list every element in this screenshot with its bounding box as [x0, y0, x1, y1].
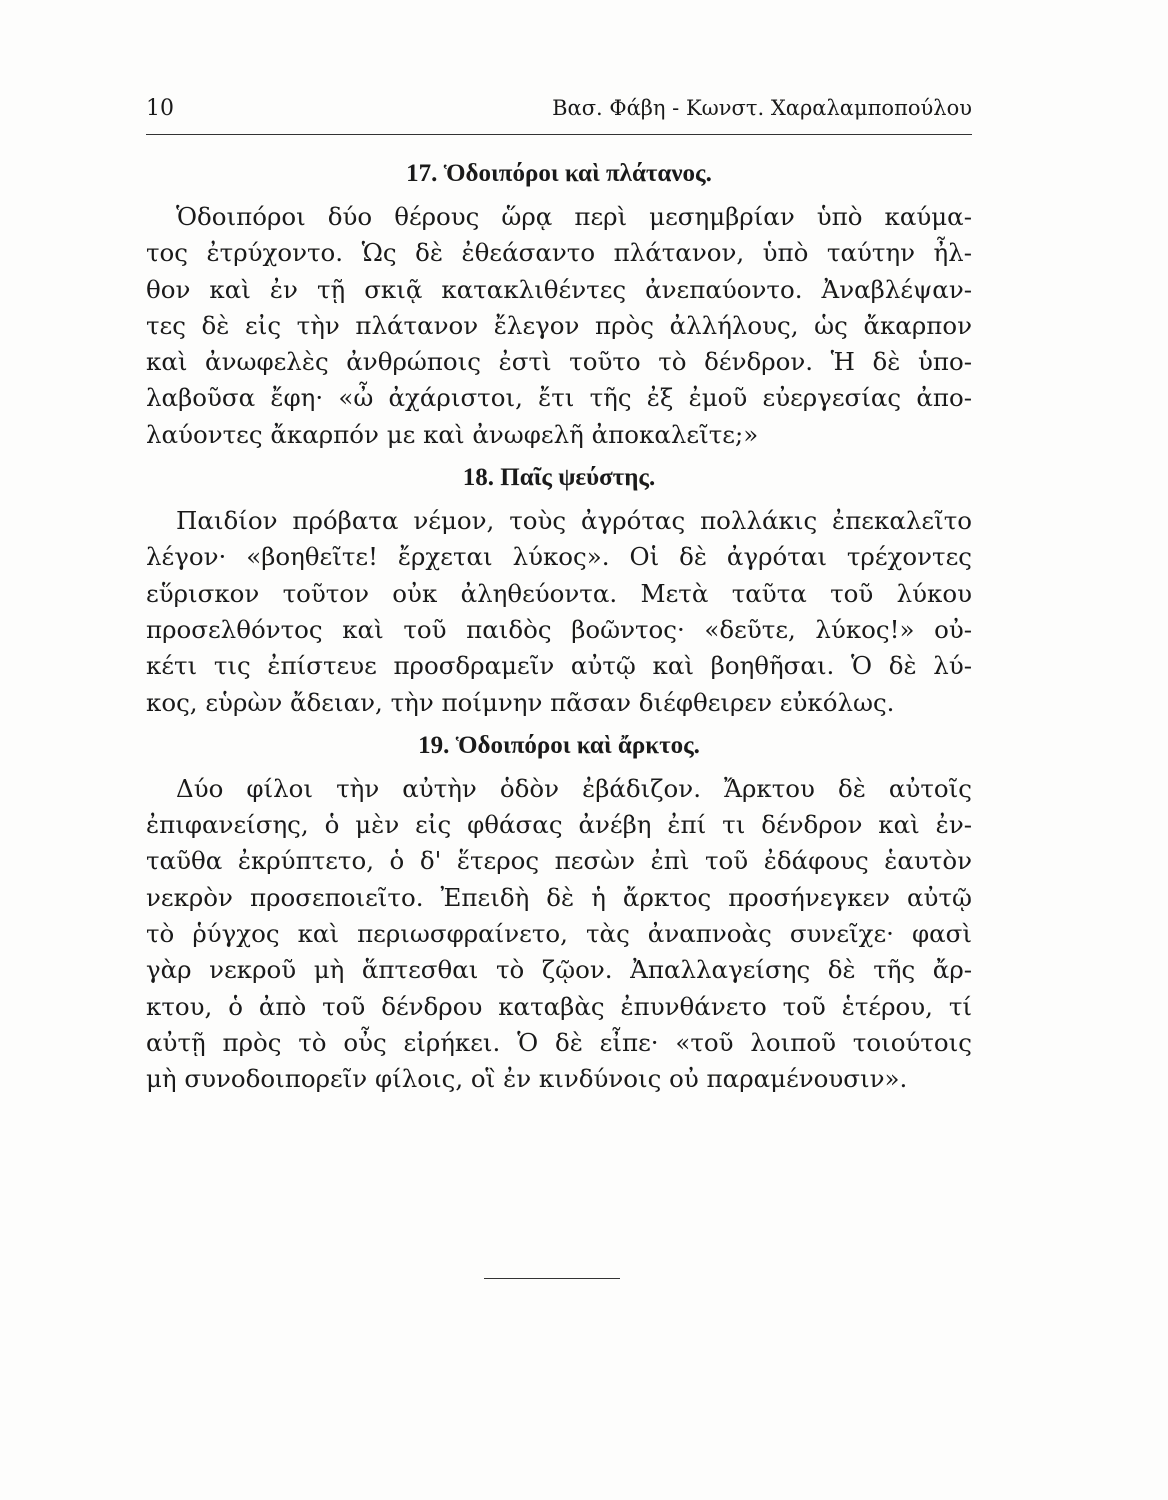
fable-19 — [146, 729, 972, 1098]
text-line: κος, εὑρὼν ἄδειαν, τὴν ποίμνην πᾶσαν διέφθειρεν εὐκόλως. — [146, 687, 895, 717]
page-body — [146, 157, 972, 1098]
text-line: τες δὲ εἰς τὴν πλάτανον ἔλεγον πρὸς ἀλλήλους, ὡς ἄκαρπον — [146, 310, 972, 340]
page-number: 10 — [146, 96, 174, 121]
fable-title: 18. Παῖς ψεύστης. — [462, 464, 656, 492]
text-line: τος ἐτρύχοντο. Ὡς δὲ ἐθεάσαντο πλάτανον, ὑπὸ ταύτην ἦλ- — [146, 238, 972, 268]
fable-17 — [146, 157, 972, 453]
text-line: Ὁδοιπόροι δύο θέρους ὥρᾳ περὶ μεσημβρίαν ὑπὸ καύμα- — [176, 202, 972, 231]
text-line: λαβοῦσα ἔφη· «ὦ ἀχάριστοι, ἔτι τῆς ἐξ ἐμοῦ εὐεργεσίας ἀπο- — [146, 383, 972, 413]
text-line: ἐπιφανείσης, ὁ μὲν εἰς φθάσας ἀνέβη ἐπί τι δένδρον καὶ ἐν- — [146, 810, 972, 840]
end-rule — [484, 1278, 620, 1279]
fable-18 — [146, 461, 972, 721]
text-line: γὰρ νεκροῦ μὴ ἅπτεσθαι τὸ ζῷον. Ἀπαλλαγείσης δὲ τῆς ἄρ- — [146, 955, 972, 985]
text-line: ταῦθα ἐκρύπτετο, ὁ δ' ἕτερος πεσὼν ἐπὶ τοῦ ἐδάφους ἑαυτὸν — [146, 846, 972, 876]
header-rule — [146, 134, 972, 135]
text-line: νεκρὸν προσεποιεῖτο. Ἐπειδὴ δὲ ἡ ἄρκτος προσήνεγκεν αὐτῷ — [146, 882, 972, 912]
text-line: Δύο φίλοι τὴν αὐτὴν ὁδὸν ἐβάδιζον. Ἄρκτου δὲ αὐτοῖς — [176, 773, 972, 803]
text-line: προσελθόντος καὶ τοῦ παιδὸς βοῶντος· «δεῦτε, λύκος!» οὐ- — [146, 614, 972, 644]
text-line: τὸ ῥύγχος καὶ περιωσφραίνετο, τὰς ἀναπνοὰς συνεῖχε· φασὶ — [146, 919, 972, 949]
text-line: μὴ συνοδοιπορεῖν φίλοις, οἳ ἐν κινδύνοις οὐ παραμένουσιν». — [146, 1064, 908, 1094]
text-line: καὶ ἀνωφελὲς ἀνθρώποις ἐστὶ τοῦτο τὸ δένδρον. Ἡ δὲ ὑπο- — [146, 347, 972, 377]
page-header — [146, 96, 972, 130]
fable-title: 19. Ὁδοιπόροι καὶ ἄρκτος. — [418, 731, 700, 759]
text-line: αὐτῇ πρὸς τὸ οὖς εἰρήκει. Ὁ δὲ εἶπε· «τοῦ λοιποῦ τοιούτοις — [146, 1027, 972, 1057]
text-line: θον καὶ ἐν τῇ σκιᾷ κατακλιθέντες ἀνεπαύοντο. Ἀναβλέψαν- — [146, 274, 972, 304]
text-line: εὕρισκον τοῦτον οὐκ ἀληθεύοντα. Μετὰ ταῦτα τοῦ λύκου — [146, 578, 972, 608]
text-line: Παιδίον πρόβατα νέμον, τοὺς ἀγρότας πολλάκις ἐπεκαλεῖτο — [176, 506, 972, 536]
text-line: λαύοντες ἄκαρπόν με καὶ ἀνωφελῆ ἀποκαλεῖτε;» — [146, 419, 759, 449]
fable-title: 17. Ὁδοιπόροι καὶ πλάτανος. — [406, 160, 712, 187]
text-line: λέγον· «βοηθεῖτε! ἔρχεται λύκος». Οἱ δὲ ἀγρόται τρέχοντες — [146, 542, 972, 572]
text-line: κέτι τις ἐπίστευε προσδραμεῖν αὐτῷ καὶ βοηθῆσαι. Ὁ δὲ λύ- — [146, 651, 972, 681]
text-line: κτου, ὁ ἀπὸ τοῦ δένδρου καταβὰς ἐπυνθάνετο τοῦ ἑτέρου, τί — [146, 991, 972, 1021]
running-head: Βασ. Φάβη - Κωνστ. Χαραλαμποπούλου — [552, 96, 972, 120]
